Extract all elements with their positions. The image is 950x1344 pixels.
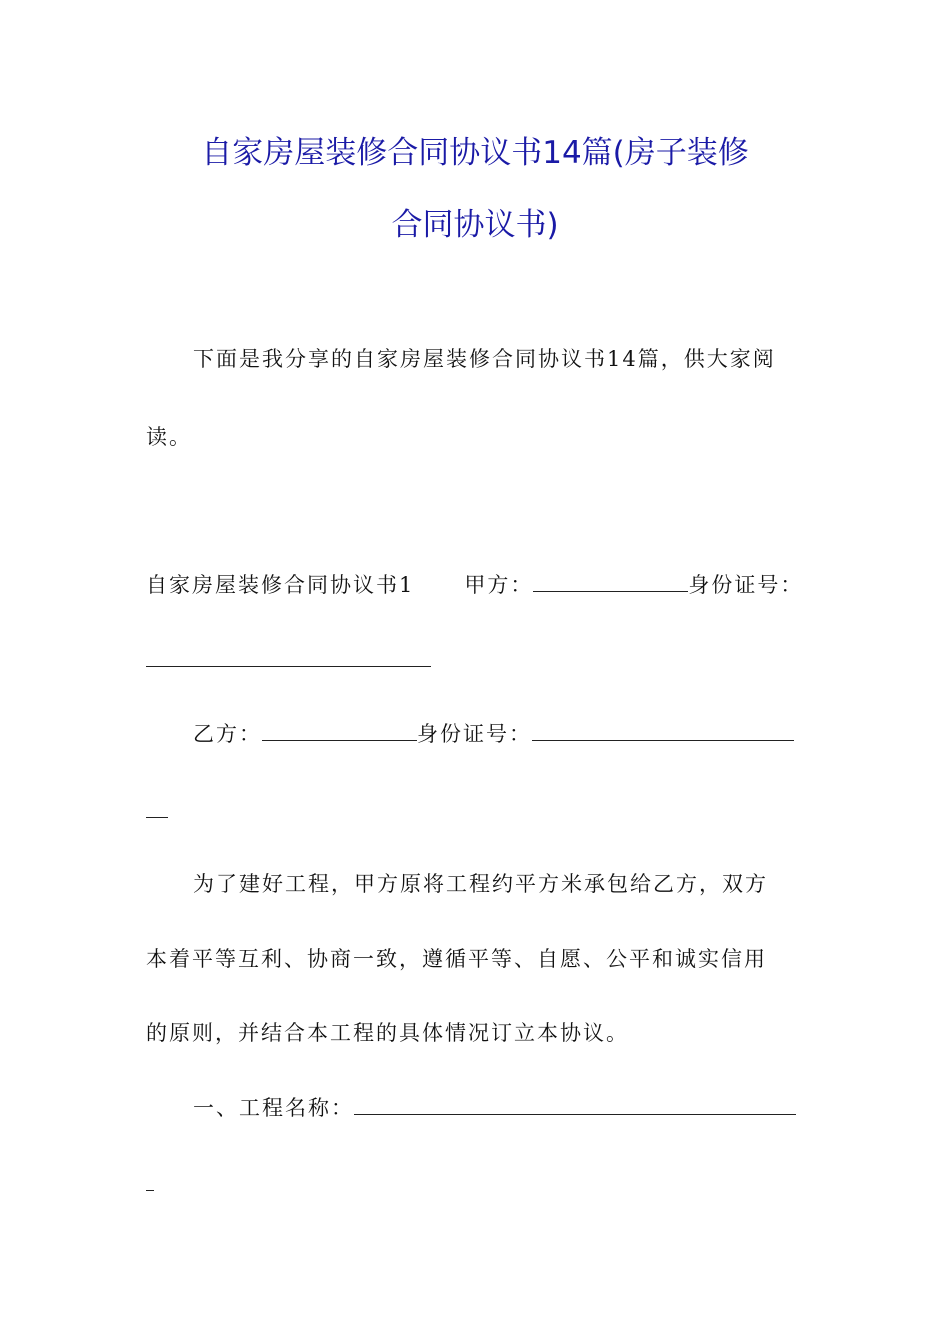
party-b-label: 乙方： — [193, 722, 262, 746]
document-title-line-1: 自家房屋装修合同协议书14篇(房子装修 — [201, 135, 749, 171]
contract-heading-row — [146, 571, 803, 599]
party-a-id-blank — [146, 648, 431, 667]
agreement-para-line-1: 为了建好工程，甲方原将工程约平方米承包给乙方，双方 — [193, 872, 768, 896]
party-b-id-blank — [532, 722, 794, 741]
item1-label: 一、工程名称： — [193, 1096, 354, 1120]
item1-row — [193, 1094, 796, 1122]
party-b-id-label: 身份证号： — [417, 722, 532, 746]
agreement-para-line-3: 的原则，并结合本工程的具体情况订立本协议。 — [146, 1021, 629, 1045]
party-a-label: 甲方： — [464, 573, 534, 597]
intro-line-2: 读。 — [146, 425, 192, 449]
party-a-id-row — [146, 646, 431, 674]
intro-line-1: 下面是我分享的自家房屋装修合同协议书14篇，供大家阅 — [193, 347, 776, 371]
document-title-line-2: 合同协议书) — [391, 207, 559, 243]
party-b-id-blank-continued — [146, 799, 168, 818]
item1-blank — [354, 1096, 796, 1115]
party-b-id-continued-row — [146, 797, 168, 825]
party-b-blank — [262, 722, 417, 741]
agreement-para-line-2: 本着平等互利、协商一致，遵循平等、自愿、公平和诚实信用 — [146, 947, 767, 971]
party-a-id-label: 身份证号： — [688, 573, 804, 597]
party-b-row — [193, 720, 794, 748]
party-a-blank — [533, 573, 688, 592]
item1-blank-continued — [146, 1172, 154, 1191]
contract-heading: 自家房屋装修合同协议书1 — [146, 573, 415, 597]
item1-continued-row — [146, 1170, 154, 1198]
